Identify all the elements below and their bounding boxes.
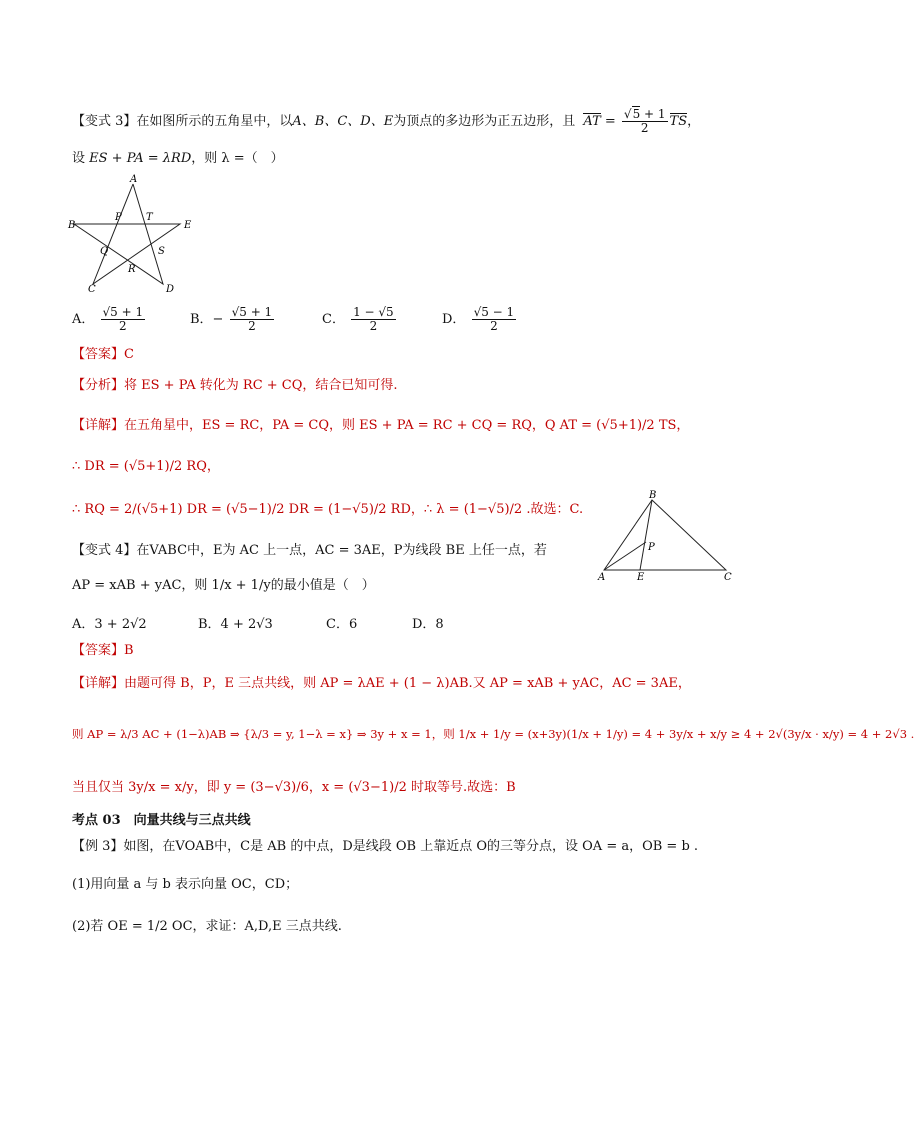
variant3-option-a: A． $\frac{√5 + 1}{2}$ <box>72 305 144 334</box>
example3-q1: (1)用向量 a 与 b 表示向量 OC，CD； <box>72 877 299 892</box>
variant3-text2: 为顶点的多边形为正五边形，且 <box>393 114 576 130</box>
variant3-detail-line2: ∴ DR = (√5+1)/2 RQ， <box>72 459 220 474</box>
pentagram-figure <box>68 172 198 294</box>
svg-text:Q: Q <box>100 246 109 257</box>
variant3-problem-line1: 【变式 3】在如图所示的五角星中，以A、B、C、D、E为顶点的多边形为正五边形，且 AT = $\frac{√5 + 1}{2}$ TS， <box>72 107 701 136</box>
svg-text:P: P <box>115 212 122 223</box>
variant3-problem-line2 <box>72 147 284 166</box>
svg-text:P: P <box>648 542 655 553</box>
example3-text: 【例 3】如图，在VOAB中，C是 AB 的中点，D是线段 OB 上靠近点 O的三等分点，设 OA = a，OB = b . <box>72 839 699 854</box>
section-title: 考点 03 向量共线与三点共线 <box>72 813 251 828</box>
variant3-question: ，则 λ =（ ） <box>191 151 284 166</box>
svg-text:C: C <box>724 572 732 583</box>
variant4-option-a: A．3 + 2√2 <box>72 617 147 632</box>
variant3-text3: 设 <box>72 151 86 166</box>
variant3-option-d: D． $\frac{√5 - 1}{2}$ <box>442 305 515 334</box>
variant4-detail-line1: 【详解】由题可得 B，P，E 三点共线，则 AP = λAE + (1 − λ)AB.又 AP = xAB + yAC，AC = 3AE， <box>72 676 691 691</box>
svg-text:E: E <box>637 572 645 583</box>
svg-text:B: B <box>649 490 657 501</box>
svg-text:R: R <box>128 264 136 275</box>
variant4-option-b: B．4 + 2√3 <box>198 617 273 632</box>
variant3-text1: 在如图所示的五角星中，以 <box>136 114 293 130</box>
variant4-option-c: C．6 <box>326 617 358 632</box>
svg-text:A: A <box>598 572 606 583</box>
variant3-detail-line1: 【详解】在五角星中，ES = RC，PA = CQ，则 ES + PA = RC + CQ = RQ，Q AT = (√5+1)/2 TS， <box>72 418 690 433</box>
variant4-detail-line2: 则 AP = λ/3 AC + (1−λ)AB ⇒ {λ/3 = y, 1−λ = x} ⇒ 3y + x = 1，则 1/x + 1/y = (x+3y)(1/x + 1/y) = 4 + 3y/x + x/y ≥ 4 + 2√(3y/x · x/y) = 4 + 2√3 . <box>72 727 914 741</box>
variant3-analysis: 【分析】将 ES + PA 转化为 RC + CQ，结合已知可得. <box>72 378 398 393</box>
variant3-option-c: C． $\frac{1 - √5}{2}$ <box>322 305 394 334</box>
variant4-detail-line3: 当且仅当 3y/x = x/y，即 y = (3−√3)/6，x = (√3−1)/2 时取等号.故选：B <box>72 780 516 795</box>
svg-text:T: T <box>146 212 153 223</box>
svg-text:C: C <box>88 284 96 295</box>
svg-text:S: S <box>158 246 165 257</box>
example3-q2: (2)若 OE = 1/2 OC，求证：A,D,E 三点共线. <box>72 919 342 934</box>
variant4-problem-line1: 【变式 4】在VABC中，E为 AC 上一点，AC = 3AE，P为线段 BE 上任一点，若 <box>72 543 547 558</box>
svg-text:B: B <box>68 220 76 231</box>
variant3-label: 【变式 3】 <box>72 114 137 130</box>
variant3-expr: ES + PA = λRD <box>89 151 192 166</box>
variant3-detail-line3: ∴ RQ = 2/(√5+1) DR = (√5−1)/2 DR = (1−√5)/2 RD，∴ λ = (1−√5)/2 .故选：C. <box>72 502 584 517</box>
svg-text:E: E <box>184 220 192 231</box>
variant3-answer: 【答案】C <box>72 347 134 362</box>
variant4-answer: 【答案】B <box>72 643 134 658</box>
variant4-problem-line2: AP = xAB + yAC，则 1/x + 1/y的最小值是（ ） <box>72 578 375 593</box>
triangle-figure <box>596 490 742 582</box>
svg-text:D: D <box>166 284 175 295</box>
variant3-vertices: A、B、C、D、E <box>292 114 394 130</box>
variant4-option-d: D．8 <box>412 617 444 632</box>
star-label: A <box>130 174 138 185</box>
variant3-option-b: B．− $\frac{√5 + 1}{2}$ <box>190 305 273 334</box>
